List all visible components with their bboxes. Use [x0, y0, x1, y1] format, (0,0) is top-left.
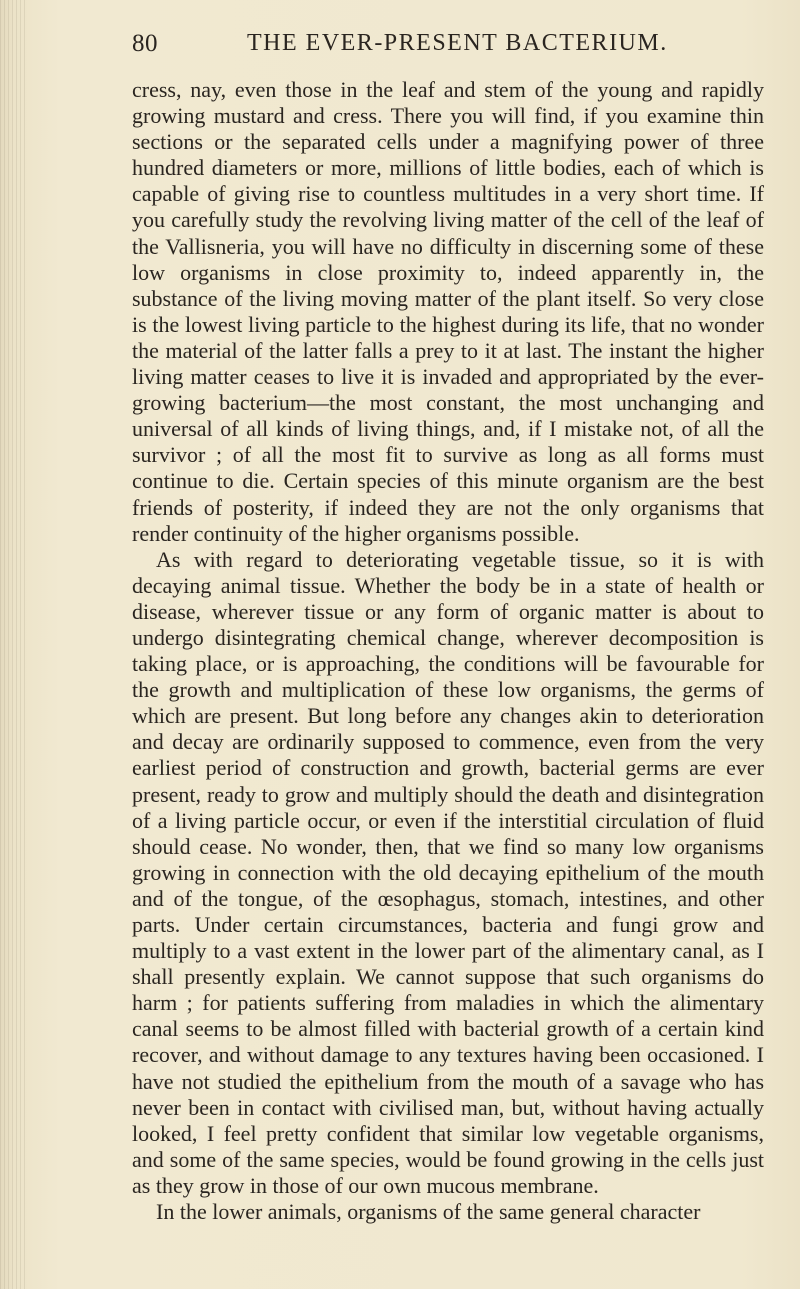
- running-title: THE EVER-PRESENT BACTERIUM.: [247, 30, 668, 56]
- body-text: [132, 77, 764, 1225]
- page-header: [132, 30, 764, 64]
- paragraph-3: In the lower animals, organisms of the same general character: [156, 1199, 701, 1225]
- page-number: 80: [132, 30, 158, 57]
- paragraph-2: As with regard to deteriorating vegetable tissue, so it is with decaying animal tissue. Whether the body be in a state of health or disease, wherever tissue or any form of organic matter is about to undergo disintegrating chemical change, wherever decomposition is taking place, or is approaching, the conditions will be favourable for the growth and multiplication of these low organisms, the germs of which are present. But long before any changes akin to deterioration and decay are ordinarily supposed to commence, even from the very earliest period of construction and growth, bacterial germs are ever present, ready to grow and multiply should the death and disintegration of a living particle occur, or even if the interstitial circulation of fluid should cease. No wonder, then, that we find so many low organisms growing in connection with the old decaying epithelium of the mouth and of the tongue, of the œsophagus, stomach, intestines, and other parts. Under certain circumstances, bacteria and fungi grow and multiply to a vast extent in the lower part of the alimentary canal, as I shall presently explain. We cannot suppose that such organisms do harm ; for patients suffering from maladies in which the alimentary canal seems to be almost filled with bacterial growth of a certain kind recover, and without damage to any textures having been occasioned. I have not studied the epithelium from the mouth of a savage who has never been in contact with civilised man, but, without having actually looked, I feel pretty confident that similar low vegetable organisms, and some of the same species, would be found growing in the cells just as they grow in those of our own mucous membrane.: [132, 546, 764, 1198]
- page-binding-edge: [0, 0, 28, 1289]
- paragraph-1: cress, nay, even those in the leaf and stem of the young and rapidly growing mustard and cress. There you will find, if you examine thin sections or the separated cells under a magnifying power of three hundred diameters or more, millions of little bodies, each of which is capable of giving rise to countless multitudes in a very short time. If you carefully study the revolving living matter of the cell of the leaf of the Vallisneria, you will have no difficulty in discerning some of these low organisms in close proximity to, indeed apparently in, the substance of the living moving matter of the plant itself. So very close is the lowest living particle to the highest during its life, that no wonder the material of the latter falls a prey to it at last. The instant the higher living matter ceases to live it is invaded and appropriated by the ever-growing bacterium—the most constant, the most unchanging and universal of all kinds of living things, and, if I mistake not, of all the survivor ; of all the most fit to survive as long as all forms must continue to die. Certain species of this minute organism are the best friends of posterity, if indeed they are not the only organisms that render continuity of the higher organisms possible.: [132, 77, 764, 546]
